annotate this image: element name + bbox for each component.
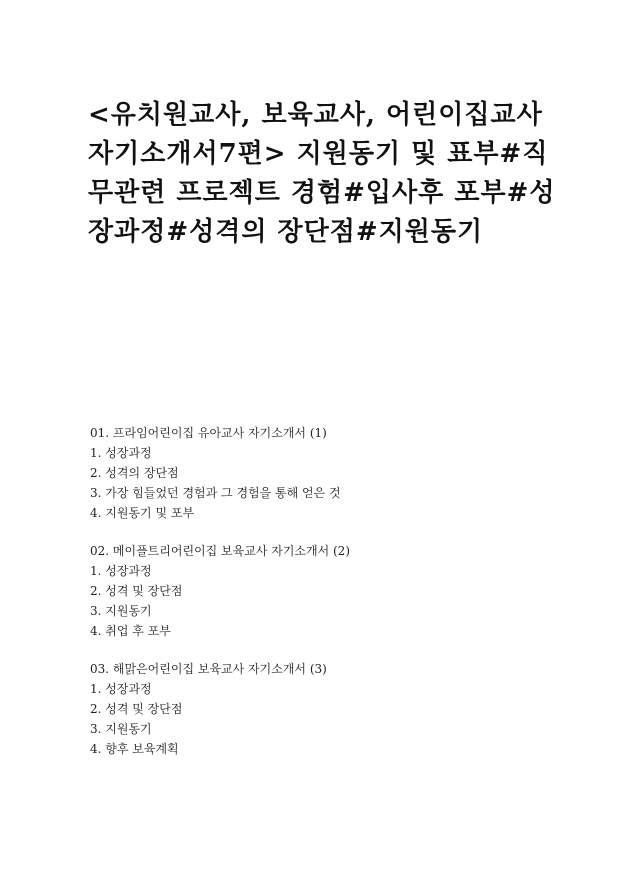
title-line: 장과정#성격의 장단점#지원동기 [88, 217, 484, 247]
list-item: 3. 가장 힘들었던 경험과 그 경험을 통해 얻은 것 [90, 486, 341, 500]
toc-section-1 [90, 423, 550, 523]
list-item: 1. 성장과정 [90, 564, 152, 578]
list-item: 1. 성장과정 [90, 446, 152, 460]
list-item: 2. 성격의 장단점 [90, 466, 179, 480]
toc-section-3 [90, 659, 550, 759]
list-item: 4. 취업 후 포부 [90, 624, 171, 638]
list-item: 2. 성격 및 장단점 [90, 584, 183, 598]
section-heading: 02. 메이플트리어린이집 보육교사 자기소개서 (2) [90, 544, 350, 558]
list-item: 2. 성격 및 장단점 [90, 702, 183, 716]
title-line: 무관련 프로젝트 경험#입사후 포부#성 [88, 178, 556, 208]
document-title [88, 96, 558, 252]
title-line: <유치원교사, 보육교사, 어린이집교사 [88, 100, 543, 130]
toc-section-2 [90, 541, 550, 641]
table-of-contents [90, 423, 550, 777]
list-item: 4. 지원동기 및 포부 [90, 506, 195, 520]
section-heading: 01. 프라임어린이집 유아교사 자기소개서 (1) [90, 426, 327, 440]
list-item: 1. 성장과정 [90, 682, 152, 696]
title-line: 자기소개서7편> 지원동기 및 표부#직 [88, 139, 549, 169]
list-item: 3. 지원동기 [90, 722, 152, 736]
section-heading: 03. 해맑은어린이집 보육교사 자기소개서 (3) [90, 662, 327, 676]
list-item: 3. 지원동기 [90, 604, 152, 618]
list-item: 4. 향후 보육계획 [90, 742, 179, 756]
